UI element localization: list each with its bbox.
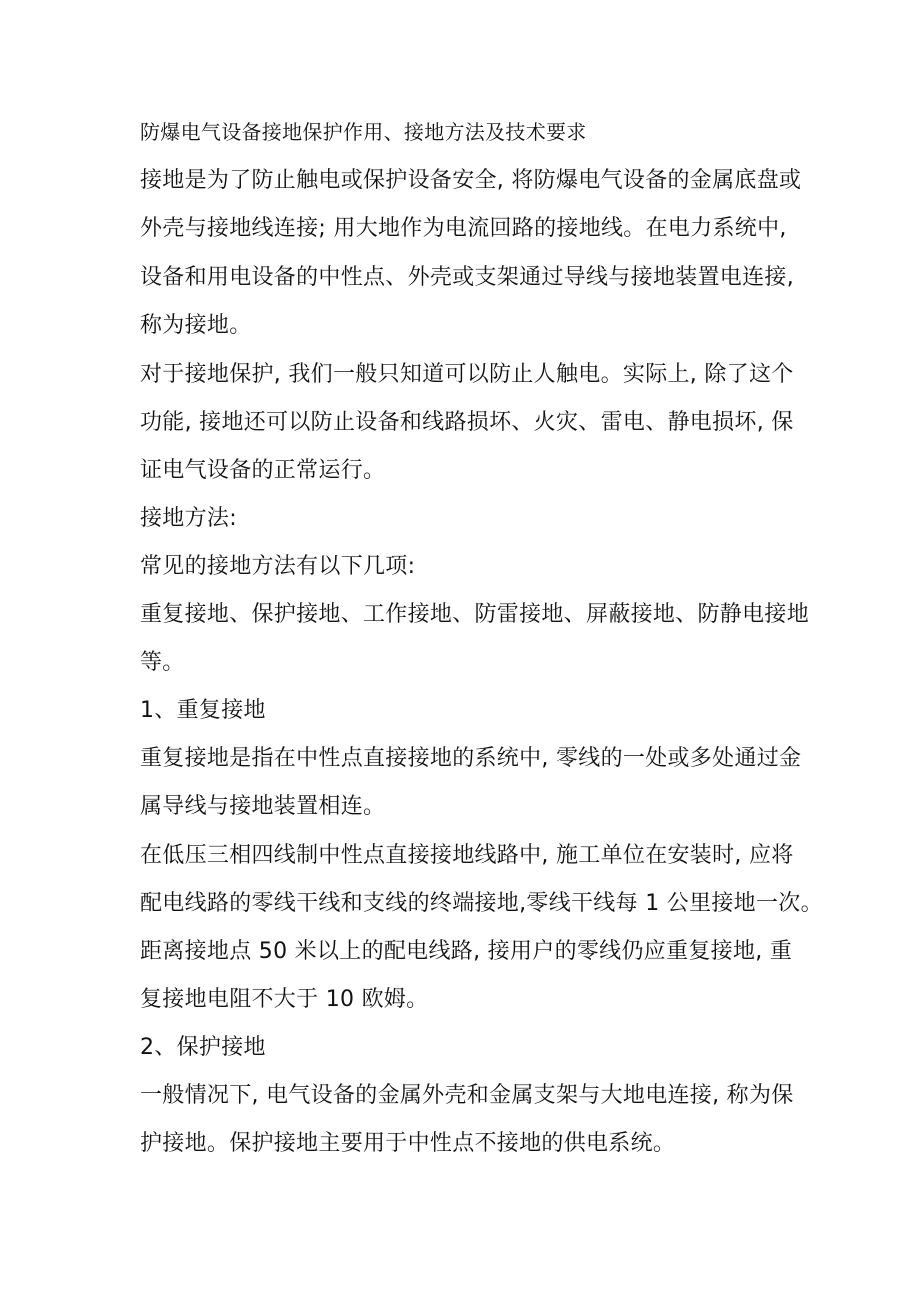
section-heading: 1、重复接地 (140, 698, 266, 723)
paragraph-line: 常见的接地方法有以下几项: (140, 554, 416, 579)
paragraph-line: 一般情况下, 电气设备的金属外壳和金属支架与大地电连接, 称为保 (140, 1083, 794, 1108)
paragraph-line: 证电气设备的正常运行。 (140, 458, 386, 483)
paragraph-line: 属导线与接地装置相连。 (140, 794, 386, 819)
paragraph-line: 护接地。保护接地主要用于中性点不接地的供电系统。 (140, 1131, 676, 1156)
paragraph-line: 等。 (140, 650, 185, 675)
paragraph-line: 重复接地、保护接地、工作接地、防雷接地、屏蔽接地、防静电接地 (140, 602, 810, 627)
paragraph-line: 功能, 接地还可以防止设备和线路损坏、火灾、雷电、静电损坏, 保 (140, 410, 794, 435)
paragraph-line: 对于接地保护, 我们一般只知道可以防止人触电。实际上, 除了这个 (140, 362, 794, 387)
paragraph-line: 称为接地。 (140, 313, 252, 338)
paragraph-line: 设备和用电设备的中性点、外壳或支架通过导线与接地装置电连接, (140, 265, 794, 290)
paragraph-line: 距离接地点 50 米以上的配电线路, 接用户的零线仍应重复接地, 重 (140, 939, 793, 964)
paragraph-line: 在低压三相四线制中性点直接接地线路中, 施工单位在安装时, 应将 (140, 843, 794, 868)
paragraph-line: 重复接地是指在中性点直接接地的系统中, 零线的一处或多处通过金 (140, 746, 802, 771)
section-heading: 2、保护接地 (140, 1035, 266, 1060)
section-heading: 接地方法: (140, 506, 237, 531)
paragraph-line: 配电线路的零线干线和支线的终端接地,零线干线每 1 公里接地一次。 (140, 891, 823, 916)
document-title: 防爆电气设备接地保护作用、接地方法及技术要求 (140, 120, 587, 144)
paragraph-line: 接地是为了防止触电或保护设备安全, 将防爆电气设备的金属底盘或 (140, 168, 802, 193)
paragraph-line: 外壳与接地线连接; 用大地作为电流回路的接地线。在电力系统中, (140, 216, 787, 241)
paragraph-line: 复接地电阻不大于 10 欧姆。 (140, 987, 429, 1012)
